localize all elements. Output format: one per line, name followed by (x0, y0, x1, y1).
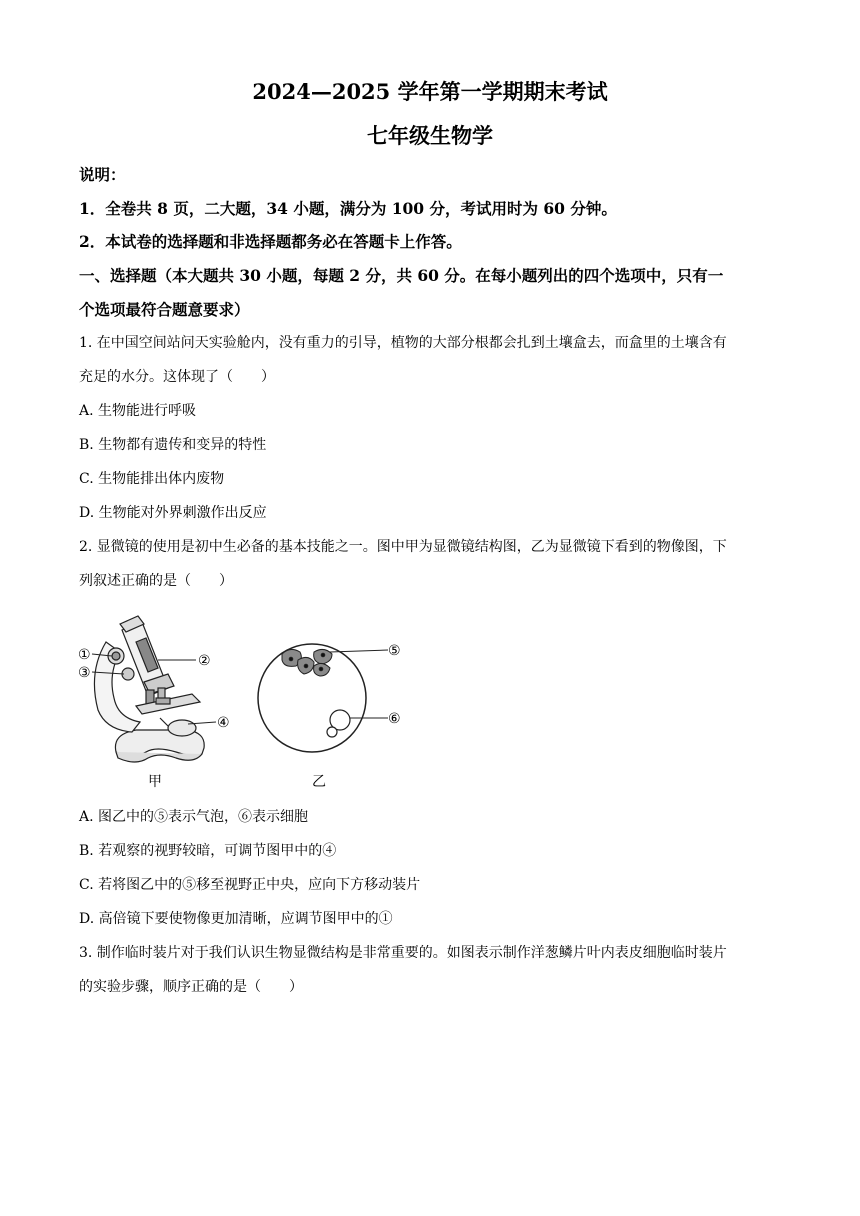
q3-stem-line-1: 3. 制作临时装片对于我们认识生物显微结构是非常重要的。如图表示制作洋葱鳞片叶内表皮细胞临时装片 (79, 945, 727, 961)
note-item-2: 2．本试卷的选择题和非选择题都务必在答题卡上作答。 (79, 232, 462, 251)
q2-option-b: B. 若观察的视野较暗，可调节图甲中的④ (79, 843, 337, 859)
view-label-6: ⑥ (388, 711, 401, 727)
section-heading-line-2: 个选项最符合题意要求） (79, 300, 250, 319)
q1-option-b: B. 生物都有遗传和变异的特性 (79, 437, 267, 453)
q1-option-d: D. 生物能对外界刺激作出反应 (79, 505, 267, 521)
microscope-drawing (94, 616, 204, 762)
q1-stem-line-2: 充足的水分。这体现了（ ） (79, 369, 275, 385)
bubble-small (327, 727, 337, 737)
exam-title: 2024—2025 学年第一学期期末考试 (252, 79, 608, 104)
notes-heading: 说明： (79, 165, 126, 184)
section-heading-line-1: 一、选择题（本大题共 30 小题，每题 2 分，共 60 分。在每小题列出的四个选项中，只有一 (79, 266, 724, 285)
note-item-1: 1．全卷共 8 页，二大题，34 小题，满分为 100 分，考试用时为 60 分钟。 (79, 199, 617, 218)
q2-option-a: A. 图乙中的⑤表示气泡，⑥表示细胞 (79, 809, 309, 825)
q2-stem-line-2: 列叙述正确的是（ ） (79, 573, 233, 589)
microscope-label-2: ② (198, 653, 211, 669)
q1-stem-line-1: 1. 在中国空间站问天实验舱内，没有重力的引导，植物的大部分根都会扎到土壤盒去，而盒里的土壤含有 (79, 335, 727, 351)
microscope-label-1: ① (78, 647, 91, 663)
q1-option-a: A. 生物能进行呼吸 (79, 403, 197, 419)
figure-caption-jia: 甲 (148, 774, 162, 790)
microscope-label-4: ④ (217, 715, 230, 731)
view-label-5: ⑤ (388, 643, 401, 659)
figure-caption-yi: 乙 (312, 774, 326, 790)
q2-stem-line-1: 2. 显微镜的使用是初中生必备的基本技能之一。图中甲为显微镜结构图，乙为显微镜下看到的物像图，下 (79, 539, 727, 555)
q1-option-c: C. 生物能排出体内废物 (79, 471, 225, 487)
q2-option-d: D. 高倍镜下要使物像更加清晰，应调节图甲中的① (79, 911, 393, 927)
q2-figure (76, 602, 416, 798)
q2-option-c: C. 若将图乙中的⑤移至视野正中央，应向下方移动装片 (79, 877, 421, 893)
microscope-label-3: ③ (78, 665, 91, 681)
q3-stem-line-2: 的实验步骤，顺序正确的是（ ） (79, 979, 303, 995)
exam-subject: 七年级生物学 (367, 123, 493, 148)
